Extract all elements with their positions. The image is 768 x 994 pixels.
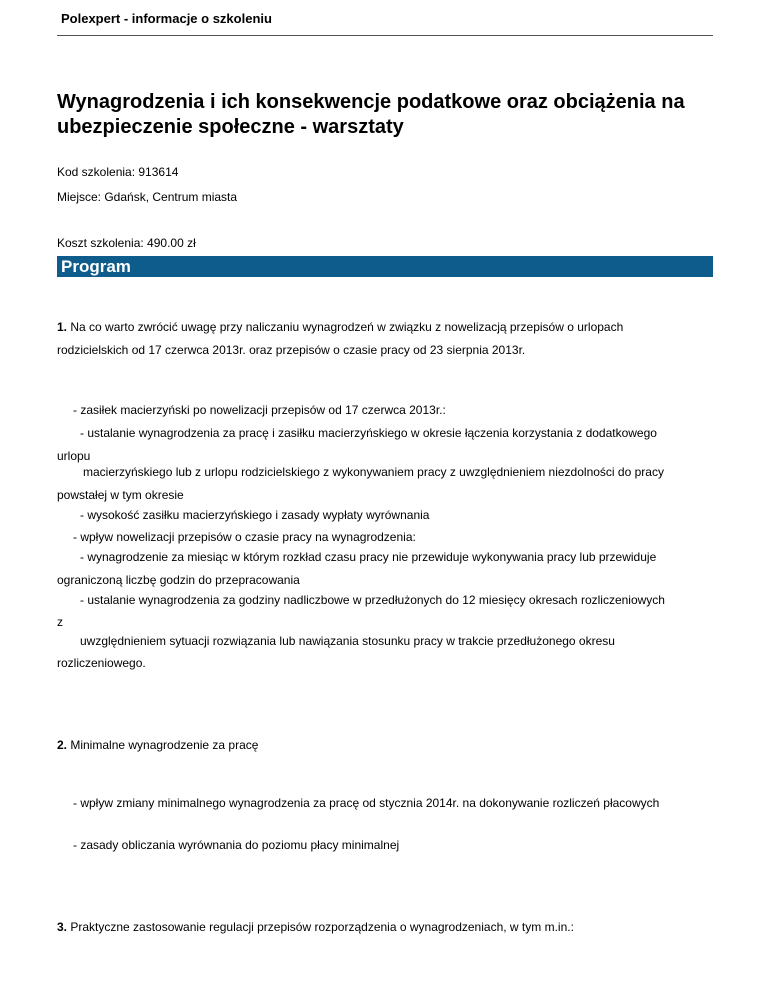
section-1-item: urlopu bbox=[57, 449, 91, 463]
header-title: Polexpert - informacje o szkoleniu bbox=[61, 11, 272, 26]
section-1-item: - wynagrodzenie za miesiąc w którym rozkład czasu pracy nie przewiduje wykonywania pracy lub przewiduje bbox=[80, 550, 657, 564]
section-1-item: - zasiłek macierzyński po nowelizacji przepisów od 17 czerwca 2013r.: bbox=[73, 403, 446, 417]
training-cost: Koszt szkolenia: 490.00 zł bbox=[57, 236, 196, 250]
training-title-line-2: ubezpieczenie społeczne - warsztaty bbox=[57, 116, 404, 138]
section-2-title bbox=[57, 738, 258, 752]
section-2-title-text: Minimalne wynagrodzenie za pracę bbox=[67, 738, 259, 752]
training-code: Kod szkolenia: 913614 bbox=[57, 165, 179, 179]
section-2-number: 2. bbox=[57, 738, 68, 752]
training-title-line-1: Wynagrodzenia i ich konsekwencje podatkowe oraz obciążenia na bbox=[57, 91, 685, 113]
section-3-number: 3. bbox=[57, 920, 68, 934]
section-1-item: uwzględnieniem sytuacji rozwiązania lub nawiązania stosunku pracy w trakcie przedłużonego okresu bbox=[80, 634, 615, 648]
section-1-item: rozliczeniowego. bbox=[57, 656, 146, 670]
section-3-title-text: Praktyczne zastosowanie regulacji przepisów rozporządzenia o wynagrodzeniach, w tym m.in.: bbox=[67, 920, 574, 934]
section-1-item: powstałej w tym okresie bbox=[57, 488, 184, 502]
program-heading: Program bbox=[61, 257, 131, 276]
section-1-item: - wpływ nowelizacji przepisów o czasie pracy na wynagrodzenia: bbox=[73, 530, 416, 544]
training-title bbox=[57, 90, 717, 140]
section-1-title-text: Na co warto zwrócić uwagę przy naliczaniu wynagrodzeń w związku z nowelizacją przepisów o urlopach bbox=[67, 320, 624, 334]
section-1-item: - ustalanie wynagrodzenia za godziny nadliczbowe w przedłużonych do 12 miesięcy okresach rozliczeniowych bbox=[80, 593, 665, 607]
section-2-item: - zasady obliczania wyrównania do poziomu płacy minimalnej bbox=[73, 838, 400, 852]
training-place: Miejsce: Gdańsk, Centrum miasta bbox=[57, 190, 238, 204]
section-1-title-line-2: rodzicielskich od 17 czerwca 2013r. oraz przepisów o czasie pracy od 23 sierpnia 2013r. bbox=[57, 343, 526, 357]
section-1-item: z bbox=[57, 615, 63, 629]
page-header bbox=[57, 8, 713, 36]
section-3-title bbox=[57, 920, 574, 934]
section-1-item: macierzyńskiego lub z urlopu rodzicielskiego z wykonywaniem pracy z uwzględnieniem niezdolności do pracy bbox=[83, 465, 664, 479]
section-1-number: 1. bbox=[57, 320, 68, 334]
section-1-title bbox=[57, 320, 623, 334]
program-heading-bar bbox=[57, 256, 713, 277]
section-1-item: - wysokość zasiłku macierzyńskiego i zasady wypłaty wyrównania bbox=[80, 508, 430, 522]
section-1-item: - ustalanie wynagrodzenia za pracę i zasiłku macierzyńskiego w okresie łączenia korzystania z dodatkowego bbox=[80, 426, 657, 440]
section-1-item: ograniczoną liczbę godzin do przepracowania bbox=[57, 573, 300, 587]
section-2-item: - wpływ zmiany minimalnego wynagrodzenia za pracę od stycznia 2014r. na dokonywanie rozliczeń płacowych bbox=[73, 796, 660, 810]
